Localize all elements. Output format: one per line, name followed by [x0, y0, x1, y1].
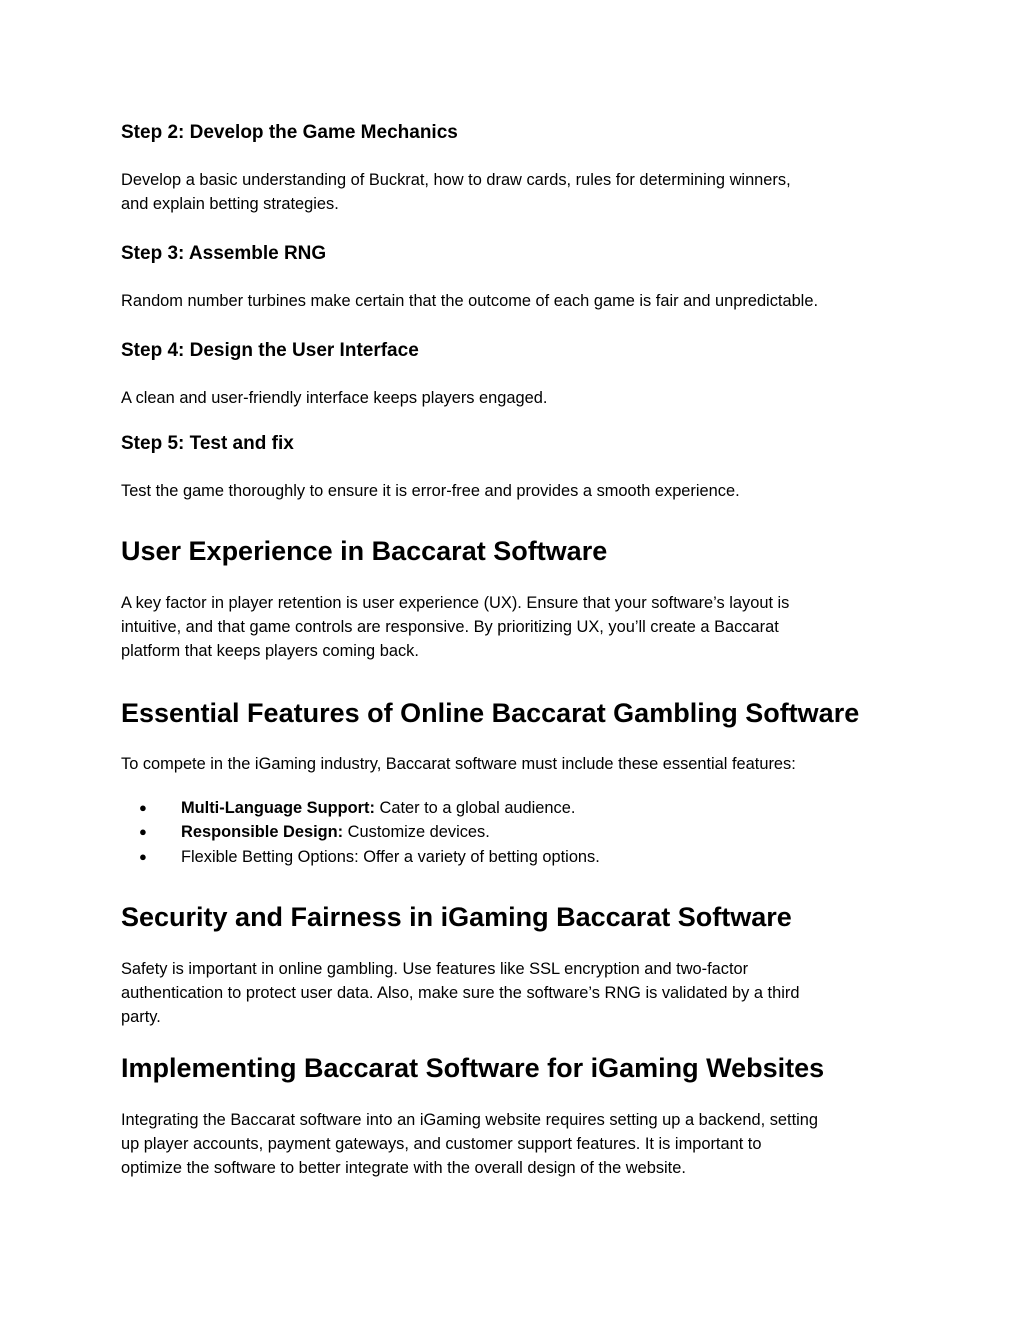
implementing-heading: Implementing Baccarat Software for iGaming Websites — [121, 1053, 825, 1083]
list-item — [121, 796, 911, 820]
ux-heading: User Experience in Baccarat Software — [121, 536, 608, 566]
feature-text: Customize devices. — [343, 823, 490, 842]
feature-label: Multi-Language Support: — [181, 799, 375, 817]
implementing-line-2: up player accounts, payment gateways, and customer support features. It is important to — [121, 1135, 762, 1154]
ux-body — [121, 591, 911, 664]
features-intro: To compete in the iGaming industry, Baccarat software must include these essential features: — [121, 755, 796, 773]
feature-text: Flexible Betting Options: Offer a variety of betting options. — [181, 847, 600, 866]
ux-line-3: platform that keeps players coming back. — [121, 642, 419, 661]
step2-line-1: Develop a basic understanding of Buckrat, how to draw cards, rules for determining winners, — [121, 171, 791, 189]
step3-body: Random number turbines make certain that the outcome of each game is fair and unpredictable. — [121, 292, 818, 310]
features-list — [121, 796, 911, 869]
bullet-icon: ● — [139, 824, 147, 840]
security-body — [121, 957, 911, 1030]
step2-line-2: and explain betting strategies. — [121, 195, 339, 214]
step4-body: A clean and user-friendly interface keeps players engaged. — [121, 389, 548, 407]
implementing-line-1: Integrating the Baccarat software into an iGaming website requires setting up a backend, setting — [121, 1111, 819, 1129]
ux-line-2: intuitive, and that game controls are responsive. By prioritizing UX, you’ll create a Baccarat — [121, 618, 779, 637]
step4-heading: Step 4: Design the User Interface — [121, 340, 419, 361]
bullet-icon: ● — [139, 848, 147, 864]
implementing-line-3: optimize the software to better integrate with the overall design of the website. — [121, 1159, 686, 1178]
step2-heading: Step 2: Develop the Game Mechanics — [121, 122, 458, 143]
ux-line-1: A key factor in player retention is user experience (UX). Ensure that your software’s layout is — [121, 594, 790, 612]
list-item — [121, 820, 911, 844]
step5-heading: Step 5: Test and fix — [121, 433, 294, 454]
security-line-3: party. — [121, 1008, 161, 1027]
feature-text: Cater to a global audience. — [374, 799, 576, 817]
bullet-icon: ● — [139, 800, 147, 815]
feature-label: Responsible Design: — [181, 823, 344, 842]
security-heading: Security and Fairness in iGaming Baccarat Software — [121, 902, 792, 932]
step3-heading: Step 3: Assemble RNG — [121, 243, 327, 264]
step2-body — [121, 168, 911, 216]
features-heading: Essential Features of Online Baccarat Gambling Software — [121, 698, 860, 728]
security-line-1: Safety is important in online gambling. Use features like SSL encryption and two-factor — [121, 960, 749, 978]
security-line-2: authentication to protect user data. Also, make sure the software’s RNG is validated by a third — [121, 984, 800, 1003]
step5-body: Test the game thoroughly to ensure it is error-free and provides a smooth experience. — [121, 482, 740, 500]
implementing-body — [121, 1108, 911, 1181]
list-item — [121, 845, 911, 869]
